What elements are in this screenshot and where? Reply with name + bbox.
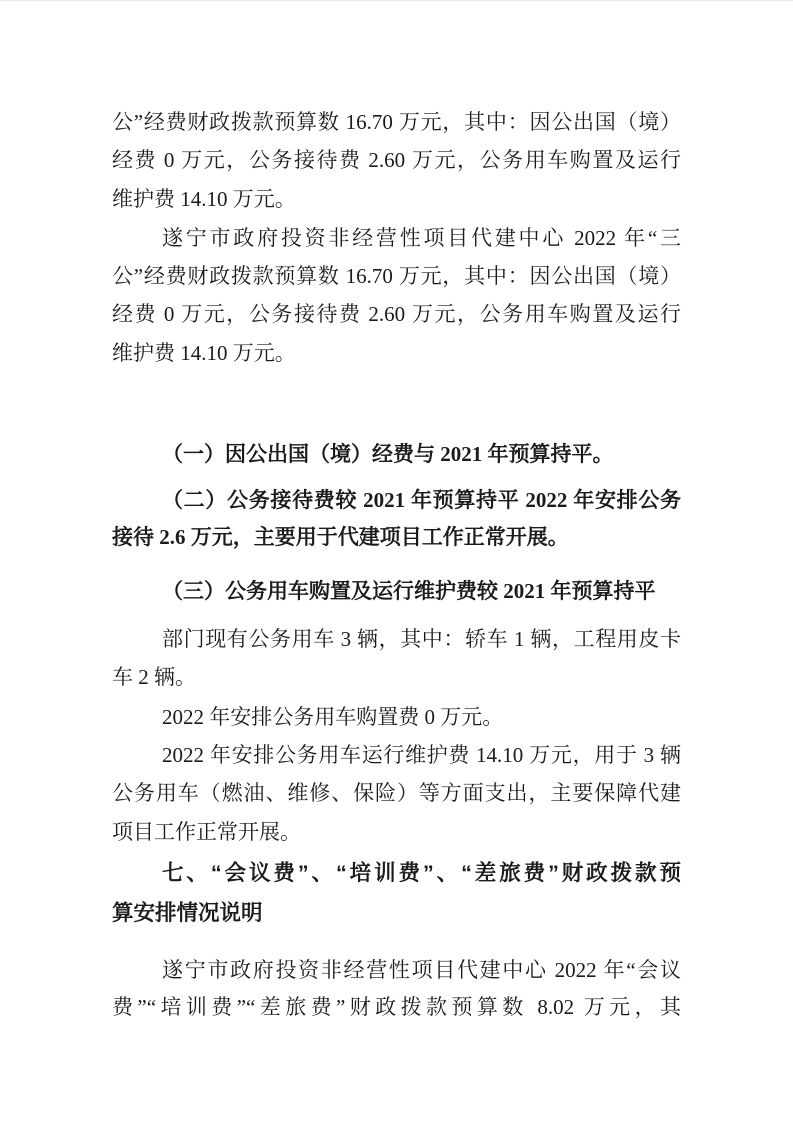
subsection-heading-line: （二）公务接待费较 2021 年预算持平 2022 年安排公务 [162,488,681,512]
doc-line: 遂宁市政府投资非经营性项目代建中心 2022 年“会议 [162,958,681,982]
doc-line: 经费 0 万元，公务接待费 2.60 万元，公务用车购置及运行 [112,148,681,172]
doc-line: 维护费 14.10 万元。 [112,187,296,211]
doc-line: 2022 年安排公务用车运行维护费 14.10 万元，用于 3 辆 [162,743,681,767]
doc-line: 公务用车（燃油、维修、保险）等方面支出，主要保障代建 [112,781,681,805]
section-heading-line: 七、“会议费”、“培训费”、“差旅费”财政拨款预 [162,861,681,885]
doc-line: 部门现有公务用车 3 辆，其中：轿车 1 辆，工程用皮卡 [162,627,681,651]
section-heading-line: 算安排情况说明 [112,901,263,925]
subsection-heading-line: 接待 2.6 万元，主要用于代建项目工作正常开展。 [112,525,569,549]
doc-line: 经费 0 万元，公务接待费 2.60 万元，公务用车购置及运行 [112,302,681,326]
subsection-heading-line: （一）因公出国（境）经费与 2021 年预算持平。 [162,442,614,466]
doc-line: 遂宁市政府投资非经营性项目代建中心 2022 年“三 [162,226,681,250]
doc-line: 车 2 辆。 [112,665,196,689]
doc-line: 公”经费财政拨款预算数 16.70 万元，其中：因公出国（境） [112,264,681,288]
doc-line: 公”经费财政拨款预算数 16.70 万元，其中：因公出国（境） [112,110,681,134]
doc-line: 维护费 14.10 万元。 [112,341,296,365]
doc-line: 项目工作正常开展。 [112,820,301,844]
subsection-heading-line: （三）公务用车购置及运行维护费较 2021 年预算持平 [162,579,656,603]
doc-line: 费”“培训费”“差旅费”财政拨款预算数 8.02 万元，其 [112,995,681,1019]
doc-line: 2022 年安排公务用车购置费 0 万元。 [162,705,504,729]
